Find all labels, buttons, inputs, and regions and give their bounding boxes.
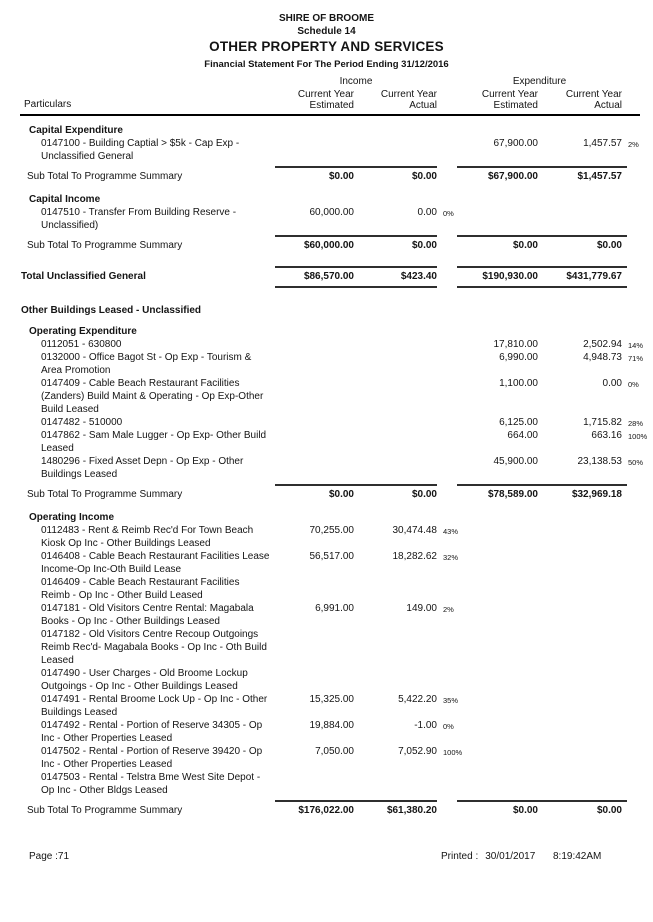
expenditure-percent — [622, 804, 648, 806]
expenditure-percent: 0% — [628, 380, 639, 389]
income-actual-value: $0.00 — [411, 240, 437, 251]
expenditure-actual-value: $32,969.18 — [571, 489, 622, 500]
income-actual-value: 7,052.90 — [398, 746, 437, 757]
income-percent — [437, 771, 457, 773]
expenditure-percent — [622, 667, 648, 669]
column-header-line: Actual — [409, 100, 437, 111]
income-percent: 43% — [443, 527, 459, 536]
expenditure-actual-value: 663.16 — [591, 430, 622, 441]
subtotal-rule — [275, 166, 653, 168]
column-header-line: Estimated — [493, 100, 538, 111]
table-row — [0, 455, 653, 481]
expenditure-percent: 100% — [628, 432, 648, 441]
rule-line-income — [275, 800, 437, 802]
income-estimated-value: $86,570.00 — [303, 271, 354, 282]
income-percent — [437, 137, 457, 139]
report-header — [0, 0, 653, 71]
account-label: 0112483 - Rent & Reimb Rec'd For Town Beach Kiosk Op Inc - Other Buildings Leased — [41, 525, 254, 549]
column-header-line: Actual — [594, 100, 622, 111]
income-estimated-value: 60,000.00 — [309, 207, 354, 218]
subtotal-row — [0, 802, 653, 819]
subtotal-rule — [275, 484, 653, 486]
subtotal-rule — [275, 800, 653, 802]
column-header-line: Current Year — [481, 89, 538, 100]
rule-line-income — [275, 235, 437, 237]
income-actual-column-header — [354, 89, 437, 111]
expenditure-percent: 71% — [628, 354, 644, 363]
expenditure-actual-value: 1,715.82 — [583, 417, 622, 428]
account-label: 0147100 - Building Captial > $5k - Cap Exp - Unclassified General — [41, 138, 240, 162]
income-percent — [437, 338, 457, 340]
expenditure-percent — [622, 576, 648, 578]
income-estimated-value: $0.00 — [328, 171, 354, 182]
income-percent — [437, 377, 457, 379]
subtotal-row — [0, 237, 653, 254]
income-actual-value: 149.00 — [406, 603, 437, 614]
expenditure-estimated-value: 1,100.00 — [499, 378, 538, 389]
table-row — [0, 745, 653, 771]
income-percent — [437, 429, 457, 431]
income-percent — [437, 488, 457, 490]
table-row — [0, 628, 653, 667]
printed-date — [441, 851, 535, 863]
expenditure-percent: 28% — [628, 419, 644, 428]
expenditure-percent — [622, 693, 648, 695]
section-heading-row — [0, 511, 653, 524]
account-label: 0147409 - Cable Beach Restaurant Facilities (Zanders) Build Maint & Operating - Op Exp-Other Build Leased — [41, 378, 264, 415]
section-heading: Operating Income — [29, 512, 115, 523]
expenditure-percent — [622, 628, 648, 630]
subtotal-rule — [275, 266, 653, 268]
expenditure-actual-value: 1,457.57 — [583, 138, 622, 149]
section-heading-row — [0, 325, 653, 338]
expenditure-actual-value: 23,138.53 — [577, 456, 622, 467]
income-percent: 35% — [443, 696, 459, 705]
account-label: 0147862 - Sam Male Lugger - Op Exp- Other Build Leased — [41, 430, 267, 454]
income-estimated-value: $0.00 — [328, 489, 354, 500]
section-heading-row — [0, 124, 653, 137]
expenditure-estimated-value: 45,900.00 — [493, 456, 538, 467]
rule-line-expenditure — [457, 235, 627, 237]
printed-date-value: 30/01/2017 — [485, 851, 536, 862]
income-estimated-value: $60,000.00 — [303, 240, 354, 251]
income-actual-value: 0.00 — [417, 207, 437, 218]
account-label: 0147503 - Rental - Telstra Bme West Site Depot - Op Inc - Other Bldgs Leased — [41, 772, 261, 796]
rule-line-expenditure — [457, 484, 627, 486]
expenditure-estimated-value: 67,900.00 — [493, 138, 538, 149]
income-estimated-value: 6,991.00 — [315, 603, 354, 614]
table-row — [0, 429, 653, 455]
total-label: Total Unclassified General — [21, 271, 146, 282]
account-label: 1480296 - Fixed Asset Depn - Op Exp - Other Buildings Leased — [41, 456, 244, 480]
rule-line-expenditure — [457, 266, 627, 268]
table-row — [0, 377, 653, 416]
expenditure-estimated-value: $0.00 — [512, 240, 538, 251]
rule-line-income — [275, 166, 437, 168]
expenditure-actual-value: $1,457.57 — [577, 171, 622, 182]
table-row — [0, 416, 653, 429]
expenditure-percent: 50% — [628, 458, 644, 467]
income-estimated-value: 7,050.00 — [315, 746, 354, 757]
income-percent — [437, 239, 457, 241]
income-percent — [437, 628, 457, 630]
subtotal-row — [0, 486, 653, 503]
income-estimated-value: 56,517.00 — [309, 551, 354, 562]
income-percent: 2% — [443, 605, 454, 614]
income-percent — [437, 576, 457, 578]
income-estimated-value: 15,325.00 — [309, 694, 354, 705]
expenditure-percent — [622, 270, 648, 272]
account-label: 0112051 - 630800 — [41, 339, 122, 350]
account-label: 0132000 - Office Bagot St - Op Exp - Tourism & Area Promotion — [41, 352, 252, 376]
section-heading: Capital Expenditure — [29, 125, 123, 136]
column-header-line: Current Year — [565, 89, 622, 100]
income-percent: 100% — [443, 748, 463, 757]
schedule-label: Schedule 14 — [297, 26, 356, 37]
income-percent: 0% — [443, 722, 454, 731]
expenditure-percent — [622, 550, 648, 552]
income-percent — [437, 170, 457, 172]
expenditure-estimated-value: $67,900.00 — [487, 171, 538, 182]
account-label: 0147182 - Old Visitors Centre Recoup Outgoings Reimb Rec'd- Magabala Books - Op Inc - Oth Build Leased — [41, 629, 267, 666]
table-row — [0, 693, 653, 719]
expenditure-actual-value: 2,502.94 — [583, 339, 622, 350]
expenditure-percent — [622, 771, 648, 773]
income-percent — [437, 455, 457, 457]
table-row — [0, 338, 653, 351]
expenditure-percent — [622, 719, 648, 721]
expenditure-percent — [622, 170, 648, 172]
rule-line-expenditure — [457, 286, 627, 288]
rule-line-income — [275, 266, 437, 268]
report-subtitle: Financial Statement For The Period Ending 31/12/2016 — [204, 59, 449, 70]
income-estimated-value: 19,884.00 — [309, 720, 354, 731]
page-number: Page :71 — [29, 851, 70, 862]
account-label: 0147482 - 510000 — [41, 417, 123, 428]
expenditure-percent — [622, 524, 648, 526]
rule-line-expenditure — [457, 166, 627, 168]
expenditure-percent — [622, 745, 648, 747]
table-row — [0, 771, 653, 797]
expenditure-estimated-value: 17,810.00 — [493, 339, 538, 350]
subtotal-rule — [275, 235, 653, 237]
section-heading-row — [0, 193, 653, 206]
expenditure-actual-value: 4,948.73 — [583, 352, 622, 363]
expenditure-actual-value: $0.00 — [596, 805, 622, 816]
account-label: 0146409 - Cable Beach Restaurant Facilities Reimb - Op Inc - Other Build Leased — [41, 577, 240, 601]
table-row — [0, 351, 653, 377]
income-percent: 32% — [443, 553, 459, 562]
table-row — [0, 667, 653, 693]
table-row — [0, 602, 653, 628]
expenditure-percent — [622, 488, 648, 490]
expenditure-percent: 14% — [628, 341, 644, 350]
expenditure-actual-value: $431,779.67 — [566, 271, 622, 282]
table-row — [0, 550, 653, 576]
subtotal-rule — [275, 286, 653, 288]
page-title: OTHER PROPERTY AND SERVICES — [209, 39, 444, 54]
table-row — [0, 719, 653, 745]
expenditure-percent — [622, 206, 648, 208]
expenditure-percent — [622, 239, 648, 241]
table-row — [0, 206, 653, 232]
table-row — [0, 137, 653, 163]
income-actual-value: -1.00 — [414, 720, 437, 731]
income-actual-value: $61,380.20 — [386, 805, 437, 816]
table-row — [0, 576, 653, 602]
rule-line-expenditure — [457, 800, 627, 802]
income-percent: 0% — [443, 209, 454, 218]
header-rule — [20, 114, 640, 116]
expenditure-actual-column-header — [538, 89, 622, 111]
subtotal-label: Sub Total To Programme Summary — [27, 489, 183, 500]
column-header-line: Current Year — [297, 89, 354, 100]
income-actual-value: $423.40 — [400, 271, 437, 282]
subtotal-label: Sub Total To Programme Summary — [27, 805, 183, 816]
income-actual-value: 30,474.48 — [392, 525, 437, 536]
income-percent — [437, 667, 457, 669]
account-label: 0147510 - Transfer From Building Reserve - Unclassified) — [41, 207, 237, 231]
expenditure-estimated-value: $190,930.00 — [482, 271, 538, 282]
expenditure-estimated-value: 6,125.00 — [499, 417, 538, 428]
printed-label: Printed : — [441, 851, 479, 862]
section-heading: Operating Expenditure — [29, 326, 137, 337]
account-label: 0146408 - Cable Beach Restaurant Facilities Lease Income-Op Inc-Oth Build Lease — [41, 551, 270, 575]
expenditure-actual-value: 0.00 — [602, 378, 622, 389]
income-percent — [437, 804, 457, 806]
rule-line-income — [275, 286, 437, 288]
section-heading: Capital Income — [29, 194, 101, 205]
expenditure-percent: 2% — [628, 140, 639, 149]
subtotal-label: Sub Total To Programme Summary — [27, 171, 183, 182]
expenditure-estimated-value: $0.00 — [512, 805, 538, 816]
expenditure-estimated-column-header — [457, 89, 538, 111]
expenditure-estimated-value: $78,589.00 — [487, 489, 538, 500]
report-body — [0, 124, 653, 819]
income-percent — [437, 270, 457, 272]
column-group-row — [0, 76, 653, 88]
section-heading: Other Buildings Leased - Unclassified — [21, 305, 202, 316]
expenditure-actual-value: $0.00 — [596, 240, 622, 251]
table-row — [0, 524, 653, 550]
account-label: 0147491 - Rental Broome Lock Up - Op Inc - Other Buildings Leased — [41, 694, 268, 718]
subtotal-row — [0, 168, 653, 185]
income-actual-value: 18,282.62 — [392, 551, 437, 562]
rule-line-income — [275, 484, 437, 486]
account-label: 0147490 - User Charges - Old Broome Lockup Outgoings - Op Inc - Other Buildings Leased — [41, 668, 248, 692]
expenditure-estimated-value: 664.00 — [507, 430, 538, 441]
column-header-line: Current Year — [380, 89, 437, 100]
particulars-column-header: Particulars — [24, 99, 72, 110]
income-percent — [437, 351, 457, 353]
income-group-label: Income — [339, 76, 373, 87]
income-actual-value: 5,422.20 — [398, 694, 437, 705]
income-actual-value: $0.00 — [411, 489, 437, 500]
column-header-row — [0, 89, 653, 111]
income-estimated-value: 70,255.00 — [309, 525, 354, 536]
organisation-name: SHIRE OF BROOME — [278, 13, 374, 24]
income-estimated-column-header — [275, 89, 354, 111]
income-actual-value: $0.00 — [411, 171, 437, 182]
section-heading-row — [0, 304, 653, 317]
income-percent — [437, 416, 457, 418]
account-label: 0147502 - Rental - Portion of Reserve 39420 - Op Inc - Other Properties Leased — [41, 746, 263, 770]
total-row — [0, 268, 653, 284]
column-header-line: Estimated — [309, 100, 354, 111]
subtotal-label: Sub Total To Programme Summary — [27, 240, 183, 251]
income-estimated-value: $176,022.00 — [298, 805, 354, 816]
expenditure-percent — [622, 602, 648, 604]
account-label: 0147492 - Rental - Portion of Reserve 34305 - Op Inc - Other Properties Leased — [41, 720, 263, 744]
account-label: 0147181 - Old Visitors Centre Rental: Magabala Books - Op Inc - Other Buildings Leased — [41, 603, 254, 627]
expenditure-estimated-value: 6,990.00 — [499, 352, 538, 363]
printed-time: 8:19:42AM — [553, 851, 602, 862]
expenditure-group-label: Expenditure — [512, 76, 567, 87]
